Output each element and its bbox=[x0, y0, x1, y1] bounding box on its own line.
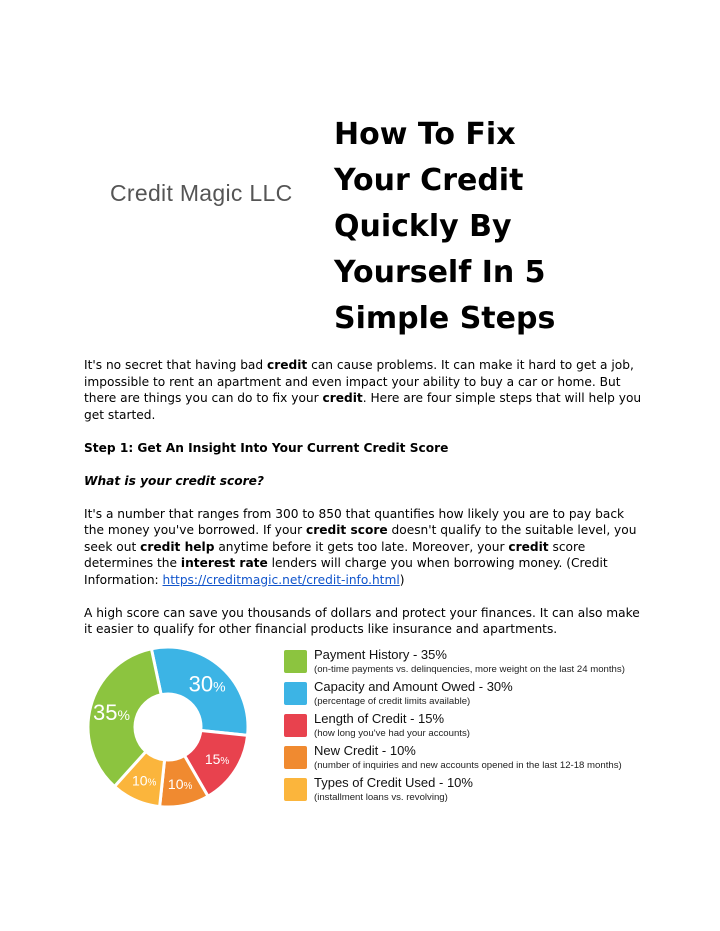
title-line: Yourself In 5 bbox=[334, 255, 546, 290]
high-score-paragraph: A high score can save you thousands of dollars and protect your finances. It can also make it easier to qualify for other financial products like insurance and apartments. bbox=[84, 605, 640, 636]
legend-swatch bbox=[284, 650, 307, 673]
legend-swatch bbox=[284, 778, 307, 801]
legend-swatch bbox=[284, 682, 307, 705]
text-run: It's a number that ranges from 300 to 850 that quantifies how likely you are to pay back the money you've borrowed. If your bbox=[84, 506, 625, 537]
legend-title: Capacity and Amount Owed - 30% bbox=[314, 679, 513, 694]
slice-label: 35% bbox=[93, 699, 130, 725]
bold-keyword: credit bbox=[508, 539, 549, 554]
legend-title: Types of Credit Used - 10% bbox=[314, 775, 473, 790]
legend-title: Payment History - 35% bbox=[314, 647, 447, 662]
credit-score-infographic bbox=[84, 632, 644, 818]
step-heading-text: Step 1: Get An Insight Into Your Current Credit Score bbox=[84, 440, 449, 455]
question-heading bbox=[84, 473, 644, 490]
bold-keyword: interest rate bbox=[180, 556, 268, 570]
company-logo: Credit Magic LLC bbox=[110, 180, 293, 206]
legend-swatch bbox=[284, 714, 307, 737]
legend-title: Length of Credit - 15% bbox=[314, 711, 445, 726]
legend-subtitle: (installment loans vs. revolving) bbox=[314, 792, 448, 803]
credit-info-link[interactable]: https://creditmagic.net/credit-info.html bbox=[162, 572, 400, 587]
legend-subtitle: (percentage of credit limits available) bbox=[314, 696, 471, 707]
bold-keyword: credit score bbox=[306, 523, 388, 537]
legend-subtitle: (how long you've had your accounts) bbox=[314, 728, 470, 739]
legend-subtitle: (on-time payments vs. delinquencies, more weight on the last 24 months) bbox=[314, 664, 625, 675]
legend-swatch bbox=[284, 746, 307, 769]
credit-score-paragraph bbox=[84, 506, 644, 589]
text-run: anytime before it gets too late. Moreover, your bbox=[214, 539, 509, 554]
bold-keyword: credit help bbox=[140, 539, 215, 554]
text-run: It's no secret that having bad bbox=[84, 358, 268, 372]
step1-heading bbox=[84, 440, 644, 457]
text-run: lenders will charge you when borrowing money. (Credit Information: bbox=[84, 556, 608, 587]
text-run: . Here are four simple steps that will help you get started. bbox=[84, 391, 642, 422]
donut-chart bbox=[88, 647, 248, 807]
chart-legend bbox=[284, 647, 625, 803]
page-title bbox=[334, 112, 664, 342]
text-run: can cause problems. It can make it hard to get a job, impossible to rent an apartment and even impact your ability to buy a car or home. But there are things you can do to fix your bbox=[84, 358, 634, 405]
legend-subtitle: (number of inquiries and new accounts opened in the last 12-18 months) bbox=[314, 760, 622, 771]
slice-label: 30% bbox=[188, 671, 226, 697]
title-line: Your Credit bbox=[334, 163, 524, 198]
intro-paragraph bbox=[84, 357, 644, 423]
text-run: score determines the bbox=[84, 539, 586, 570]
title-line: How To Fix bbox=[334, 117, 516, 152]
title-line: Quickly By bbox=[334, 209, 512, 244]
slice-label: 10% bbox=[167, 776, 193, 793]
legend-title: New Credit - 10% bbox=[314, 743, 416, 758]
question-text: What is your credit score? bbox=[84, 473, 265, 488]
slice-label: 15% bbox=[204, 750, 230, 767]
slice-label: 10% bbox=[131, 772, 157, 789]
title-line: Simple Steps bbox=[334, 301, 556, 336]
bold-keyword: credit bbox=[322, 391, 363, 405]
article-body bbox=[84, 357, 644, 654]
text-run: doesn't qualify to the suitable level, you seek out bbox=[84, 523, 637, 554]
text-run: ) bbox=[399, 572, 405, 587]
bold-keyword: credit bbox=[267, 358, 308, 372]
